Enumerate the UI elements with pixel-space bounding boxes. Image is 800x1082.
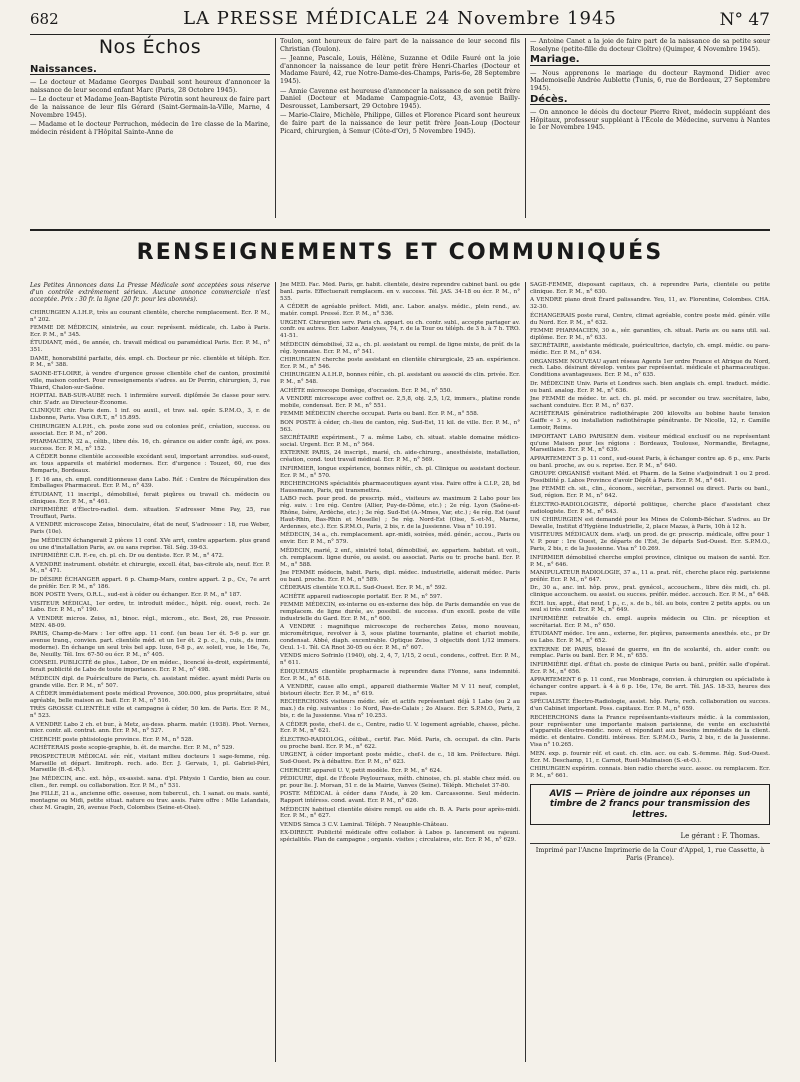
annonce-item: Jne MÉDECIN échangerait 2 pièces 11 conf. XVe arrt, contre appartem. plus grand ou une d'installation Paris, av. ou sans reprise. Tél. Ség. 39-63. (30, 537, 270, 551)
annonce-item: TRÈS GROSSE CLIENTÈLE ville et campagne à céder, 50 km. de Paris. Ecr. P. M., n° 523. (30, 706, 270, 720)
mariage-heading: Mariage. (530, 56, 770, 66)
annonce-item: LABO rech. pour prod. de prescrip. méd., visiteurs av. maximum 2 Labo pour les rég. suiv. : 1re rég. Centre (Allier, Puy-de-Dôme, etc.) ; 2e rég. Lyon (Saône-et-Rhône, Isère, Ardèche, etc.) ; 3e rég. Sud-Est (A.-Mmes, Var, etc.) ; 4e rég. Est (sauf Haut-Rhin, Bas-Rhin et Moselle) ; 5e rég. Nord-Est (Oise, S.-et-M., Marne, Ardennes, etc.). Ecr. S.P.M.O., Paris, 2 bis, r. de la Jussienne. Visa n° 10.191. (280, 496, 520, 530)
annonce-item: INFIRMIÈRE dipl. d'État ch. poste de clinique Paris ou banl., préfér. salle d'opérat. Ecr. P. M., n° 656. (530, 661, 770, 675)
annonce-item: CÉDERAIS clientèle Y.O.R.L. Sud-Ouest. Ecr. P. M., n° 592. (280, 585, 447, 592)
naissances-heading: Naissances. (30, 66, 270, 76)
annonce-item: ÉLECTRO-RADIOLOGISTE, déporté politique, cherche place d'assistant chez radiologiste. Ecr. P. M., n° 643. (530, 501, 770, 515)
annonce-item: RECHERCHONS spécialités pharmaceutiques ayant visa. Faire offre à C.I.P., 28, bd Haussmann, Paris, qui transmettra. (280, 481, 520, 494)
annonce-item: A VENDRE micros. Zeiss, n1, binoc. régl., microm., etc. Best, 26, rue Pressoir. MEN. 48-09. (30, 615, 270, 629)
annonce-item: SPÉCIALISTE Électro-Radiologie, assist. hôp. Paris, rech. collaboration ou succes. d'un Cabinet important. Poss. capitaux. Ecr. P. M., n° 659. (530, 699, 770, 713)
nos-echos-title: Nos Échos (98, 36, 202, 58)
naissance-item: — Marie-Claire, Michèle, Philippe, Gilles et Florence Picard sont heureux de faire part de la naissance de leur petit frère Jean-Loup (Docteur Picard, chirurgien, à Semur (Côte-d'Or), 5 Novembre 1945). (280, 111, 520, 135)
annonces-col-3 (530, 282, 770, 1062)
annonce-item: CONSEIL PUBLICITÉ de plus., Labor., Dr en médec., licencié ès-droit, expérimenté, ferait publicité de Labo de toute importance. Ecr. P. M., n° 498. (30, 660, 270, 674)
annonce-item: A CÉDER bonne clientèle accessible excédant seul, important arrondiss. sud-ouest, av. tous appareils et matériel modernes. Ecr. d'urgence : Touzet, 60, rue des Remparts, Bordeaux. (30, 454, 270, 475)
annonce-item: ÉCHANGERAIS poste rural, Centre, climat agréable, contre poste méd. génér. ville du Nord. Ecr. P. M., n° 632. (530, 312, 770, 326)
naissance-item: Toulon, sont heureux de faire part de la naissance de leur second fils Christian (Toulon). (280, 37, 520, 53)
annonce-item: J. F. 16 ans, ch. empl. conditionneuse dans Labo. Réf. : Centre de Récupération des Emballages Pharmaceut. Ecr. P. M., n° 439. (30, 476, 270, 490)
nos-echos-section (30, 38, 770, 226)
annonce-item: VISITEURS MÉDICAUX dem. s'adj. un prod. de gr. prescrip. médicale, offre pour 1 V. P. pour : 1re Ouest, 2e départs de l'Est, 3e départs Sud-Ouest. Ecr. S.P.M.O., Paris, 2 bis, r. de la Jussienne. Visa n° 10.269. (530, 532, 770, 553)
annonce-item: VENDS micro Sofrinlo (1940), obj. 2, 4, 7, 1/15, 2 ocul., condens., coffret. Ecr. P. M., n° 611. (280, 653, 520, 667)
annonce-item: HOPITAL BAB-SUR-AUBE rech. 1 infirmière surveil. diplômée 3e classe pour serv. chir. S'adr. au Directeur-Économe. (30, 393, 270, 406)
page-header (30, 8, 770, 34)
annonce-item: A VENDRE piano droit Érard palissandre. Yeu, 11, av. Florentine, Colombes. CHA. 32-30. (530, 297, 770, 311)
nos-echos-col-3 (530, 38, 770, 134)
annonce-item: INFIRMIÈRE C.R. F.-re, ch. pl. ch. Dr ou dentiste. Ecr. P. M., n° 472. (30, 553, 224, 560)
annonce-item: A CÉDER poste, chef-l. de c., Centre, radio U. V. logement agréable, chasse, pêche. Ecr. P. M., n° 621. (280, 721, 520, 735)
annonce-item: EXTERNE PARIS, 24 inscript., marié, ch. aide-chirurg., anesthésiste, installation, création, cond. tout travail médical. Ecr. P. M., n° 569. (280, 450, 520, 464)
annonce-item: ÉTUDIANT, méd., 6e année, ch. travail médical ou paramédical Paris. Ecr. P. M., n° 351. (30, 340, 270, 354)
printer-line: Imprimé par l'Ancne Imprimerie de la Cour d'Appel, 1, rue Cassette, à Paris (France). (530, 843, 770, 862)
annonce-item: FEMME DE MÉDECIN, sinistrée, au cour. représent. médicale, ch. Labo à Paris. Ecr. P. M., n° 345. (30, 324, 270, 338)
annonce-item: INFIRMIER démobilisé cherche emploi province, clinique ou maison de santé. Ecr. P. M., n° 646. (530, 554, 770, 568)
annonce-item: MÉDECIN, 34 a., ch. remplacement. apr.-midi, soirées, méd. génér., accou., Paris ou envir. Ecr. P. M., n° 579. (280, 532, 520, 546)
annonce-item: ACHÈTERAIS poste scopie-graphie, b. ét. de marche. Ecr. P. M., n° 529. (30, 745, 235, 752)
annonces-list-1 (30, 310, 270, 812)
annonce-item: CLINIQUE chir. Paris dem. 1 inf. ou auxil., et trav. sal. opér. S.P.M.O., 3, r. de Lisbonne, Paris. Visa O.R.T., n° 15.895. (30, 408, 270, 422)
annonce-item: A VENDRE : magnifique microscope de recherches Zeiss, mono nouveau, micrométrique, revolver à 3, sous platine tournante, platine et chariot mobile, condensat. Abbé, diaph. excentrable. Optique Zeiss, 3 objectifs dont 1/12 immers. Ocul. 1-1. Tél. CA Rnot 30-05 ou écr. P. M., n° 607. (280, 624, 520, 651)
naissance-item: — Madame et le docteur Perruchon, médecin de 1re classe de la Marine, médecin résident à l'Hôpital Sainte-Anne de (30, 120, 270, 136)
naissance-item: — Jeanne, Pascale, Louis, Hélène, Suzanne et Odile Fauré ont la joie d'annoncer la naissance de leur petit frère Henri-Charles (Docteur et Madame Fauré, 42, rue Notre-Dame-des-Champs, Paris-6e, 28 Septembre 1945). (280, 54, 520, 85)
annonce-item: SAONE-ET-LOIRE, à vendre d'urgence grosse clientèle chef de canton, proximité ville, maison confort. Pour renseignements s'adres. au Dr Perrin, chirurgien, 3, rue Thiard, Chalon-sur-Saône. (30, 370, 270, 391)
annonces-list-3 (530, 282, 770, 780)
column-divider (525, 282, 526, 1062)
annonce-item: Jne FILLE, 21 a., ancienne offic. osseuse, nom tubercul., ch. 1 sanat. ou mais. santé, montagne ou Midi, petite situat. nature ou trav. assis. Faire offre : Mlle Lelandais, chez M. Gragin, 26, avenue Foch, Colombes (Seine-et-Oise). (30, 791, 270, 812)
journal-title: LA PRESSE MÉDICALE 24 Novembre 1945 (183, 8, 617, 29)
annonce-item: Jne FEMME médecin, habit. Paris, dipl. médec. industrielle, aiderait médec. Paris ou banl. proche. Ecr. P. M., n° 589. (280, 569, 520, 583)
column-divider (275, 282, 276, 1062)
annonce-item: URGENT. Chirurgien serv. Paris ch. appart. ou ch. contr. subl., accepte partager av. confr. ou autres. Ecr. Labor. Analyses, 74, r. de la Tour ou téléph. de 3 h. à 7 h. TRO. 41-51. (280, 319, 520, 340)
column-divider (275, 38, 276, 218)
annonce-item: Jne FEMME ch. sit., clin., économ., secrétar., personnel ou direct. Paris ou banl., Sud, région. Ecr. P. M., n° 642. (530, 486, 770, 500)
page-number: 682 (30, 10, 59, 28)
annonce-item: A VENDRE Labo 2 ch. et bur., à Metz, au-dess. pharm. matér. (1938). Phot. Vernes, micr. contr. all. contrat. ann. Ecr. P. M., n° 527. (30, 721, 270, 735)
annonce-item: URGENT, à céder important poste médic., chef-l. de c., 18 km. Préfecture. Régi. Sud-Ouest. Px à débattre. Ecr. P. M., n° 623. (280, 752, 520, 766)
annonce-item: PHARMACIEN, 32 a., célib., libre dés. 16, ch. gérance ou aider confr. âgé, av. poss. success. Ecr. P. M., n° 152. (30, 439, 270, 452)
annonce-item: ACHÈTE appareil radioscopie portatif. Ecr. P. M., n° 597. (280, 593, 443, 600)
nos-echos-col-2 (280, 38, 520, 137)
annonces-intro: Les Petites Annonces dans La Presse Médicale sont acceptées sous réserve d'un contrôle extrêmement sérieux. Aucune annonce commerciale n'est acceptée. Prix : 30 fr. la ligne (20 fr. pour les abonnés). (30, 282, 270, 304)
annonce-item: CHIRURGIEN A.I.P.H., ch. poste zone sud ou colonies préf., création, success. ou associat. Ecr. P. M., n° 206. (30, 423, 270, 437)
annonce-item: CHIRURGIEN A.I.H.P., très au courant clientèle, cherche remplacement. Ecr. P. M., n° 202. (30, 309, 270, 323)
annonce-item: ÉLECTRO-RADIOLOG., célibat., certif. Fac. Méd. Paris, ch. occupat. ds clin. Paris ou proche banl. Ecr. P. M., n° 622. (280, 736, 520, 750)
issue-number: N° 47 (719, 10, 770, 30)
annonce-item: A VENDRE microscope avec coffret oc. 2,5,8, obj. 2,5, 1/2, immers., platine ronde mobile, condensat. Ecr. P. M., n° 551. (280, 396, 520, 409)
annonce-item: BON POSTE Yvers, O.R.L., sud-est à céder ou échanger. Ecr. P. M., n° 187. (30, 592, 242, 599)
annonce-item: ÉDIQUERAIS clientèle propharmacie à reprendre dans l'Yonne, sans indemnité. Ecr. P. M., n° 618. (280, 668, 520, 682)
annonce-item: PARIS, Champ-de-Mars : 1er offre app. 11 conf. (un beau 1er ét. 5-6 p. sur gr. avenue tranq., convien. part. clientèle méd. et un 1er ét. 2 p. c., b., cuis., ds imm. moderne). En échange un seul très bel app. luxe, 6-8 p., av. soleil, vue, le 16e, 7e, 8e, Neuilly. Tél. Inv. 67-50 ou écr. P. M., n° 405. (30, 631, 270, 658)
annonce-item: MÉDECIN démobilisé, 32 a., ch. pl. assistant ou rempl. de ligne mixte, de préf. ds la rég. lyonnaise. Ecr. P. M., n° 541. (280, 341, 520, 355)
annonce-item: A VENDRE instrument. obstétr. et chirurgie, excell. état, bas-citrole als, neuf. Ecr. P. M., n° 471. (30, 561, 270, 575)
naissance-item: — Annie Cavenne est heureuse d'annoncer la naissance de son petit frère Daniel (Docteur et Madame Campagnie-Cotz, 43, avenue Bailly-Desrousset, Lambersart, 29 Octobre 1945). (280, 86, 520, 110)
naissance-item: — Le docteur et Madame Jean-Baptiste Pérotin sont heureux de faire part de la naissance de leur fils Gérard (Saint-Germain-la-Ville, Marne, 4 Novembre 1945). (30, 95, 270, 119)
annonce-item: CHIRURGIEN expérim. connais. bien radio cherche succ. assoc. ou remplacem. Ecr. P. M., n° 661. (530, 766, 770, 779)
column-divider (525, 38, 526, 218)
annonce-item: Dr. MÉDECINE Univ. Paris et Londres sach. bien anglais ch. empl. traduct. médic. ou banl. analog. Ecr. P. M., n° 636. (530, 380, 770, 394)
annonce-item: SAGE-FEMME, disposant capitaux, ch. à reprendre Paris, clientèle ou petite clinique. Ecr. P. M., n° 630. (530, 282, 770, 295)
annonce-item: GROUPE ORGANISÉ visitant Méd. et Pharm. de la Seine s'adjoindrait 1 ou 2 prod. Possibilité p. Labos Province d'avoir Dépôt à Paris. Ecr. P. M., n° 641. (530, 471, 770, 485)
annonce-item: MÉDECIN habituel clientèle désire rempl. ou aide ch. B. A. Paris pour après-midi. Ecr. P. M., n° 627. (280, 806, 520, 820)
naissances-list-2 (280, 38, 520, 135)
naissance-item: — Antoine Canet a la joie de faire part de la naissance de sa petite sœur Roselyne (petite-fille du docteur Cloître) (Quimper, 4 Novembre 1945). (530, 37, 770, 53)
header-rule (30, 34, 770, 35)
annonce-item: Jne MÉD. Fac. Méd. Paris, gr. habit. clientèle, désire reprendre cabinet banl. ou gde banl. paris. Effectuerait remplacem. en v. success. Tél. JAS. 34-18 ou écr. P. M., n° 535. (280, 282, 520, 302)
annonce-item: VENDS Simca 3 C.V. Lamiral. Téléph. 7 Neauphle-Château. (280, 821, 449, 828)
annonce-item: IMPORTANT LABO PARISIEN dem. visiteur médical exclusif ou ne représentant qu'une Maison pour les régions : Bordeaux, Toulouse, Normandie, Bretagne, Marseillaise. Ecr. P. M., n° 639. (530, 433, 770, 454)
annonce-item: A VENDRE microscope Zeiss, binoculaire, état de neuf, S'adresser : 18, rue Weber, Paris (10e). (30, 522, 270, 536)
naissances-list-1 (30, 79, 270, 136)
annonce-item: ACHÈTE microscope Domège, d'occasion. Ecr. P. M., n° 550. (280, 387, 453, 394)
section-rule (30, 229, 770, 231)
annonce-item: CHERCHE poste phtisiologie province. Ecr. P. M., n° 528. (30, 736, 194, 743)
annonce-item: A CÉDER immédiatement poste médical Provence, 300.000, plus propriétaire, situé agréable, belle maison av. bail. Ecr. P. M., n° 516. (30, 690, 270, 704)
annonce-item: Dr DÉSIRE ÉCHANGER appart. 6 p. Champ-Mars, contre appart. 2 p., Cv., 7e arrt de préfér. Ecr. P. M., n° 186. (30, 576, 270, 590)
annonce-item: RECHERCHONS visiteurs médic. sér. et actifs représentant déjà 1 Labo (ou 2 au max.) ds rég. suivantes : 1o Nord, Pas-de-Calais ; 2o Alsace. Ecr. S.P.M.O., Paris, 2 bis, r. de la Jussienne. Visa n° 10.253. (280, 699, 520, 720)
annonces-section (30, 282, 770, 1072)
annonce-item: MÉDECIN, marié, 2 enf., sinistré total, démobilisé, av. appartem. habitat. et voit., ch. remplacem. ligne durée, ou assist. ou associat. Paris ou tr. proche banl. Ecr. P. M., n° 588. (280, 547, 520, 568)
annonce-item: FEMME PHARMACIEN, 30 a., sér. garanties, ch. situat. Paris av. ou sans util. sal. diplôme. Ecr. P. M., n° 633. (530, 327, 770, 341)
annonce-item: A VENDRE, cause allo empl., appareil diathermie Walter M V 11 neuf, complet, bistouri électr. Ecr. P. M., n° 619. (280, 684, 520, 697)
annonce-item: ORGANISME NOUVEAU ayant réseau Agents 1er ordre France et Afrique du Nord, rech. Labo. désirant dévelop. ventes par représentat. médicale et pharmaceutique. Conditions avantageuses. Ecr. P. M., n° 635. (530, 358, 770, 379)
annonce-item: SECRÉTAIRE expériment., 7 a. même Labo, ch. situat. stable domaine médico-social. Urgent. Ecr. P. M., n° 564. (280, 435, 520, 449)
annonce-item: RECHERCHONS dans la France représentants-visiteurs médic. à la commission, pour représenter une importante maison parisienne, de vente en exclusivité d'appareils électro-médic. nouv. et répondant aux besoins immédiats de la client. médic. et dentaire. Conditi. intéress. Ecr. S.P.M.O., Paris, 2 bis, r. de la Jussienne. Visa n° 10.265. (530, 714, 770, 749)
annonce-item: ÉTUDIANT, 11 inscripl., démobilisé, ferait piqûres ou travail ch. médecin ou cliniques. Ecr. P. M., n° 461. (30, 491, 270, 505)
annonce-item: CHIRURGIEN cherche poste assistant en clientèle chirurgicale, 25 an. expérience. Ecr. P. M., n° 546. (280, 357, 520, 370)
nos-echos-col-1 (30, 38, 270, 138)
annonce-item: Jne MÉDECIN, anc. ext. hôp., ex-assist. sana. d'pl. Phtysio 1 Cardio, bien au cour. clien., fer. rempl. ou collaboration. Ecr. P. M., n° 531. (30, 775, 270, 789)
annonce-item: SECRÉTAIRE, assistante médicale, puéricultrice, dactylo, ch. empl. médic. ou para-médic. Ecr. P. M., n° 634. (530, 343, 770, 357)
annonce-item: ÉTUDIANT médec. 1re ann., externe, fer. piqûres, pansements anesthés. etc., pr Dr ou Labo. Ecr. P. M., n° 652. (530, 631, 770, 645)
annonces-col-1 (30, 282, 270, 1062)
annonce-item: ÉCH. lux. appt., état neuf, 1 p., c., s. de b., tél. au bois, contre 2 petits appts. ou un seul si très conf. Ecr. P. M., n° 649. (530, 600, 770, 614)
deces-item: — On annonce le décès du docteur Pierre Rivet, médecin suppléant des Hôpitaux, professeur suppléant à l'École de Médecine, survenu à Nantes le 1er Novembre 1945. (530, 108, 770, 132)
annonce-item: INFIRMIÈRE d'Électro-radiol. dem. situation. S'adresser Mme Pay, 25, rue Trouffaut, Paris. (30, 507, 270, 521)
annonce-item: FEMME MÉDECIN, ex-interne ou ex-externe des hôp. de Paris demandée en vue de remplacem. de ligne durée, av. possibil. de success. d'un excell. poste de ville industrielle du Gard. Ecr. P. M., n° 600. (280, 602, 520, 622)
annonce-item: Dr., 30 a., anc. int. hôp. prov., prat. gynécol., accouchem., libre dès midi, ch. pl. clinique accouchem. ou assist. ou succes. préfér. médec. accouch. Ecr. P. M., n° 648. (530, 585, 770, 599)
naissance-item: — Le docteur et Madame Georges Daubail sont heureux d'annoncer la naissance de leur second enfant Marc (Paris, 28 Octobre 1945). (30, 78, 270, 94)
avis-box: AVIS — Prière de joindre aux réponses un timbre de 2 francs pour transmission des lettres. (530, 784, 770, 826)
annonces-list-2 (280, 282, 520, 844)
annonce-item: APPARTEMENT 6 p. 11 conf., rue Monbrage, convien. à chirurgien ou spécialiste à échanger contre appart. à 4 à 6 p. 16e, 17e, 8e arrt. Tél. JAS. 18-33, heures des repas. (530, 677, 770, 697)
annonce-item: VISITEUR MÉDICAL, 1er ordre, tr. introduit médec., hôpit. rég. ouest, rech. 2e Labo. Ecr. P. M., n° 190. (30, 600, 270, 614)
annonce-item: EX-DIRECT. Publicité médicale offre collabor. à Labos p. lancement ou rajeuni. spécialités. Plan de campagne ; organis. visites ; circulaires, etc. Ecr. P. M., n° 629. (280, 830, 520, 844)
mariage-item: — Nous apprenons le mariage du docteur Raymond Didier avec Mademoiselle Andrée Aublette (Tunis, 6, rue de Bordeaux, 27 Septembre 1945). (530, 68, 770, 92)
annonce-item: PROSPECTEUR MÉDICAL sér. réf., visitant milieu docteurs 1 sage-femme, rég. Marseille et départ. limitroph. rech. ado. Ecr. J. Gervais, 1, pl. Gabriel-Péri, Marseille (B.-d.-R.). (30, 753, 270, 774)
gerant-line: Le gérant : F. Thomas. (680, 832, 760, 841)
annonce-item: A CÉDER de agréable préfect. Midi, anc. Labor. analys. médic., plein rend., av. matér. compl. Pressé. Ecr. P. M., n° 536. (280, 304, 520, 318)
annonce-item: BON POSTE à céder, ch.-lieu de canton, rég. Sud-Est, 11 kil. de ville. Ecr. P. M., n° 563. (280, 419, 520, 433)
annonce-item: POSTE MÉDICAL à céder dans l'Aude, à 20 km. Carcassonne. Seul médecin. Rapport intéress. cond. avant. Ecr. P. M., n° 626. (280, 791, 520, 805)
renseignements-banner: RENSEIGNEMENTS ET COMMUNIQUÉS (136, 240, 664, 265)
annonce-item: CHIRURGIEN A.I.H.P., bonnes référ., ch. pl. assistant ou associé ds clin. privée. Ecr. P. M., n° 548. (280, 372, 520, 386)
annonce-item: Jne FEMME de médec. tr. act. ch. pl. méd. pr seconder ou trav. secrétaire, labo, sachant conduire. Ecr. P. M., n° 637. (530, 396, 770, 409)
annonce-item: INFIRMIÈRE retraitée ch. empl. auprès médecin ou Clin. pr réception et secrétariat. Ecr. P. M., n° 650. (530, 615, 770, 629)
deces-heading: Décès. (530, 96, 770, 106)
annonce-item: ACHÈTERAIS génératrice radiothérapie 200 kilovolts au bobine haute tension Gaiffe « 3 », ou installation radiothérapie pénétrante. Dr Nicolle, 12, r. Camille Lemoir, Reims. (530, 411, 770, 432)
annonces-col-2 (280, 282, 520, 1062)
annonce-item: FEMME MÉDECIN cherche occupat. Paris ou banl. Ecr. P. M., n° 558. (280, 411, 479, 418)
annonce-item: EXTERNE DE PARIS, blessé de guerre, en fin de scolarité, ch. aider confr. ou remplac. Paris ou banl. Ecr. P. M., n° 655. (530, 646, 770, 660)
annonce-item: MEN. exp. p. fournir réf. et caut. ch. clin. acc. ou cab. S.-femme. Rég. Sud-Ouest. Ecr. M. Deschamp, 11, r. Carnot, Rueil-Malmaison (S.-et-O.). (530, 750, 770, 764)
annonce-item: UN CHIRURGIEN est demandé pour les Mines de Colomb-Béchar. S'adres. au Dr Dewalle, Institut d'Hygiène Industrielle, 2, place Mazas, à Paris, 10h à 12 h. (530, 517, 770, 530)
annonce-item: DAME, honorabilité parfaite, dés. empl. ch. Docteur pr réc. clientèle et téléph. Ecr. P. M., n° 388. (30, 355, 270, 369)
annonce-item: CHERCHE appareil U. V, petit modèle. Ecr. P. M., n° 624. (280, 767, 442, 774)
annonce-item: MÉDECIN dipl. de Puériculture de Paris, ch. assistant médec. ayant médi Paris ou grande ville. Ecr. P. M., n° 507. (30, 675, 270, 689)
annonce-item: APPARTEMENT 3 p. 11 conf., sud-ouest Paris, à échanger contre ap. 6 p., env. Paris ou banl. proche, av. ou s. reprise. Ecr. P. M., n° 640. (530, 455, 770, 469)
annonce-item: INFIRMIER, longue expérience, bonnes référ., ch. pl. Clinique ou assistant docteur. Ecr. P. M., n° 570. (280, 465, 520, 479)
annonce-item: PÉDICURE, dipl. de l'École Peylourraux, méth. chinoise, ch. pl. stable chez méd. ou pr. pour lie. J. Morsan, 51 r. de la Mairie, Vanves (Seine). Téléph. Michelet 37-80. (280, 775, 520, 789)
annonce-item: MANIPULATEUR RADIOLOGIE, 37 a., 11 a. prat. réf., cherche place rég. parisienne préfér. Ecr. P. M., n° 647. (530, 569, 770, 583)
